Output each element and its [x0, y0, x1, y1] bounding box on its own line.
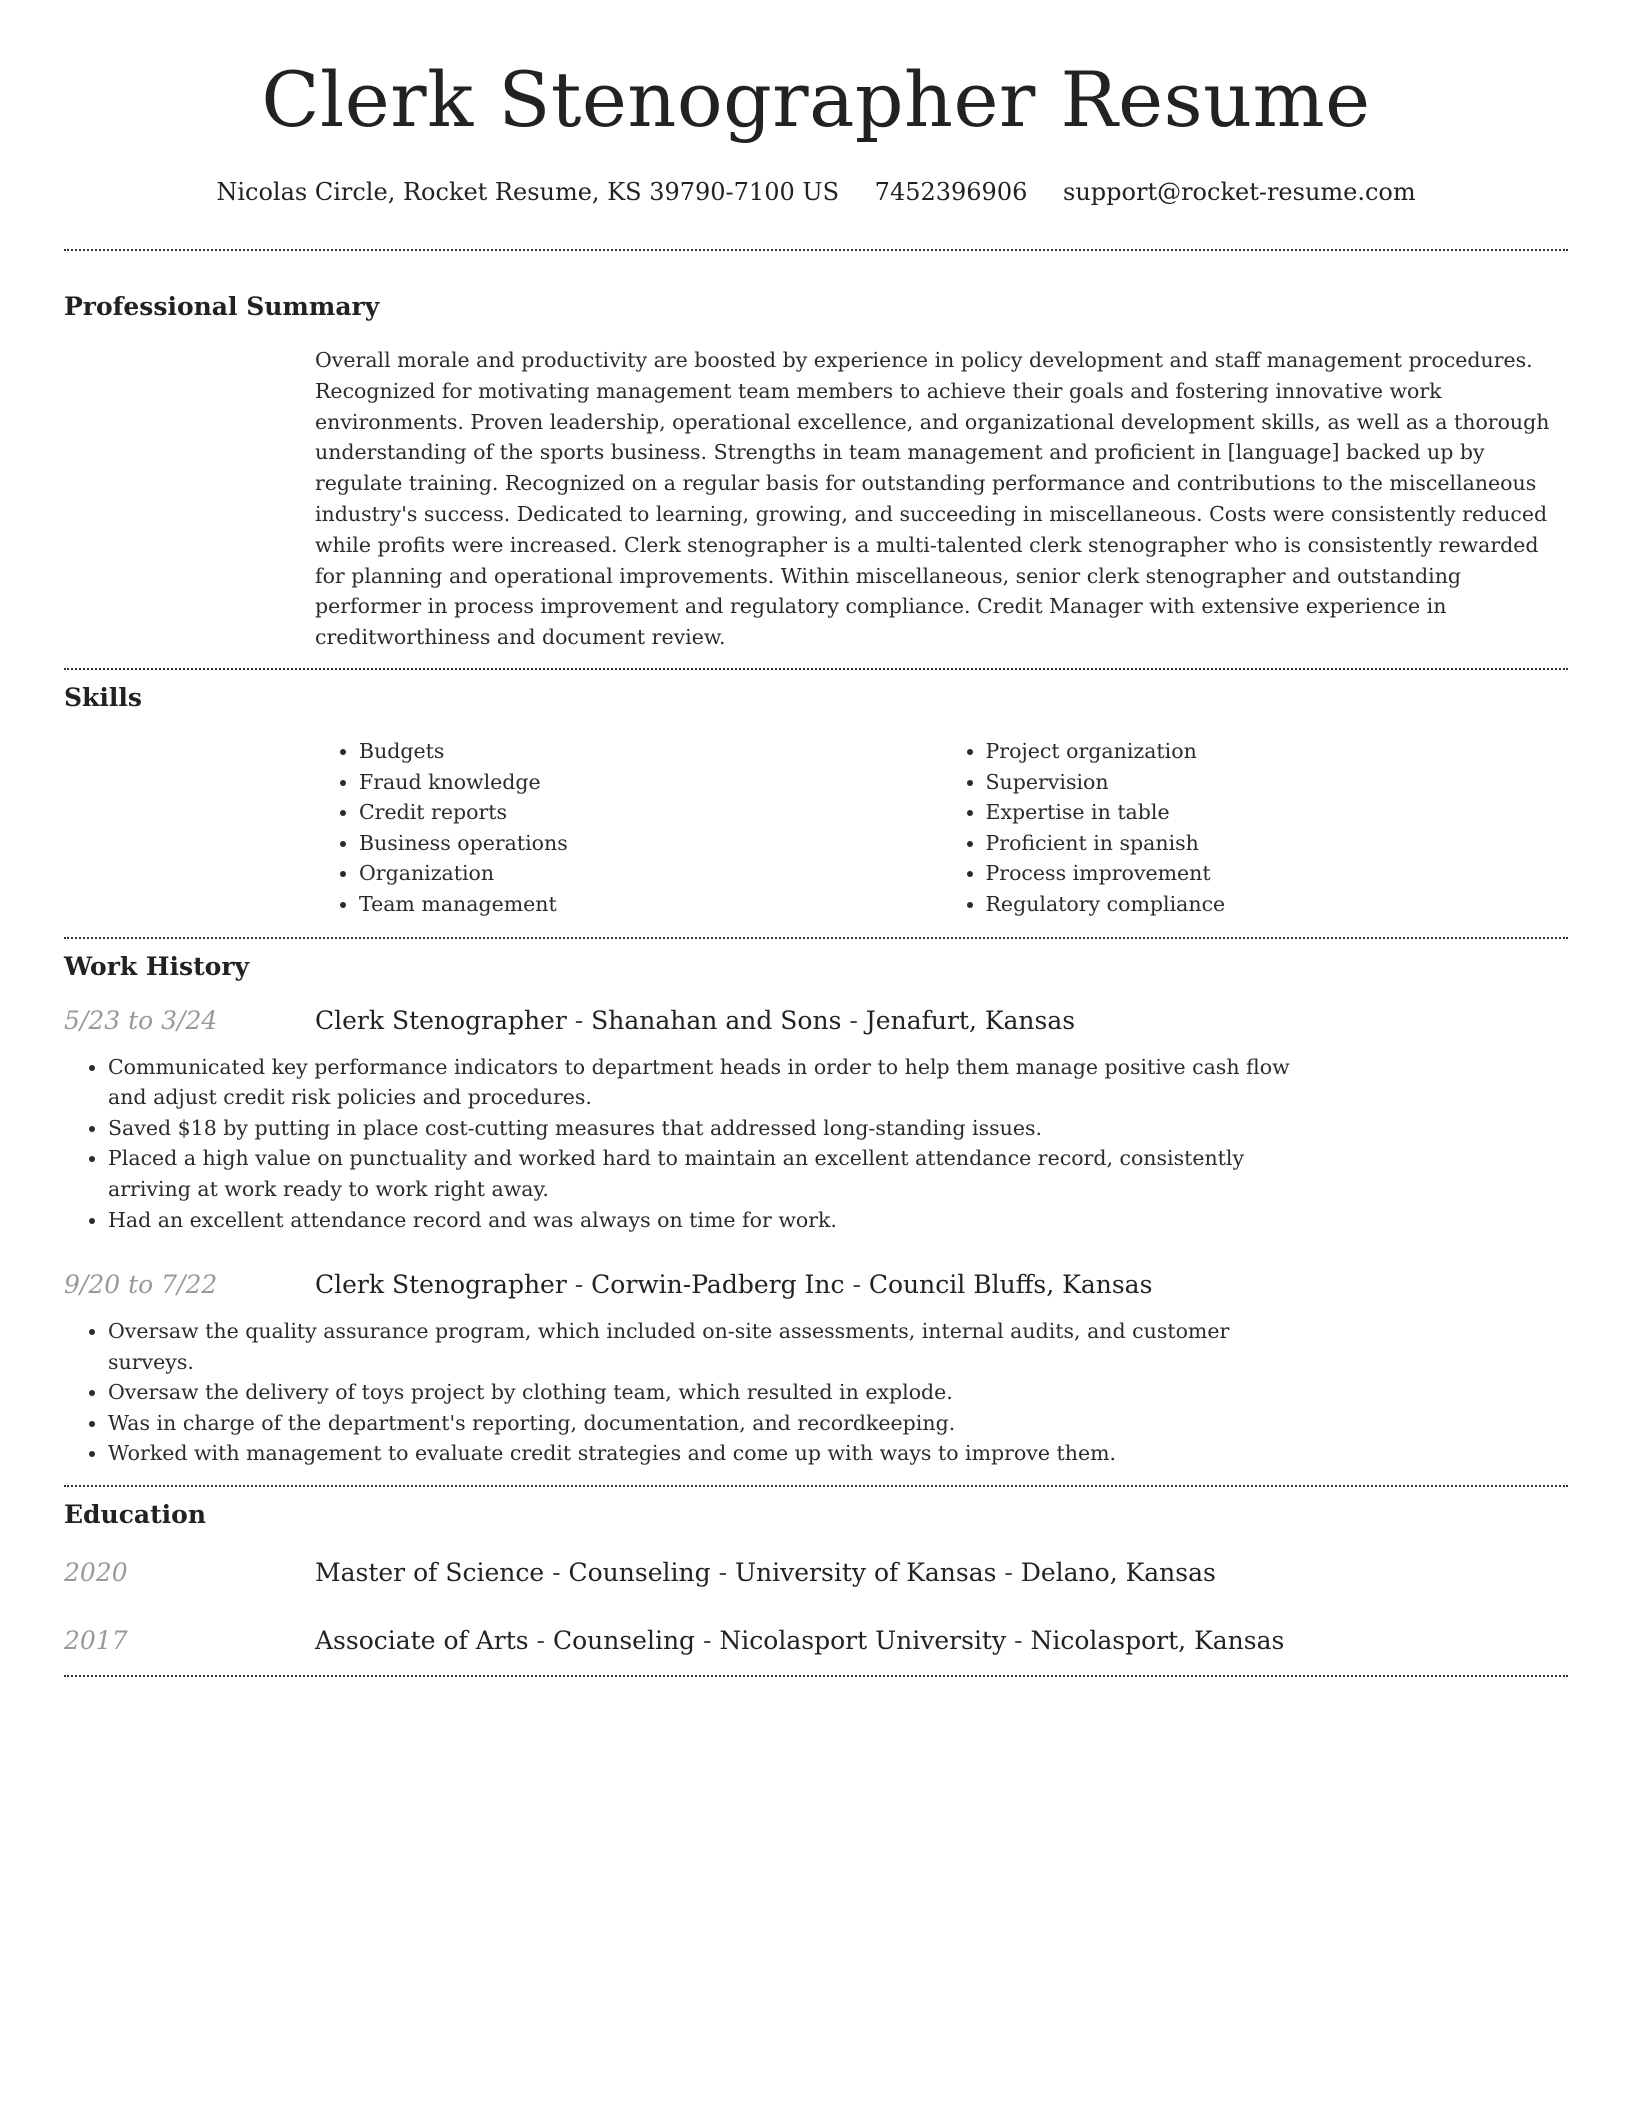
- job-position: Clerk Stenographer: [315, 1270, 567, 1300]
- education-field: Counseling: [568, 1558, 711, 1588]
- work-heading: Work History: [64, 951, 250, 981]
- education-section: [64, 1499, 1568, 1657]
- summary-section: [64, 291, 1568, 653]
- skills-section: [64, 682, 1568, 920]
- separator: -: [574, 1270, 592, 1300]
- job-entry: [64, 1005, 1568, 1236]
- work-section: [64, 951, 1568, 1470]
- job-bullet: • Had an excellent attendance record and was always on time for work.: [108, 1205, 1317, 1236]
- education-location: Nicolasport, Kansas: [1030, 1626, 1285, 1656]
- skill-item: • Credit reports: [359, 797, 942, 828]
- skills-list-left: [315, 736, 942, 920]
- skill-item: • Fraud knowledge: [359, 767, 942, 798]
- education-title: [315, 1557, 1216, 1589]
- resume-page: [64, 0, 1568, 1677]
- job-position: Clerk Stenographer: [315, 1005, 567, 1035]
- job-bullet: • Communicated key performance indicators to department heads in order to help them manage positive cash flow and adjust credit risk policies and procedures.: [108, 1052, 1317, 1113]
- job-location: Council Bluffs, Kansas: [868, 1270, 1153, 1300]
- job-bullet: • Oversaw the quality assurance program, which included on-site assessments, internal audits, and customer surveys.: [108, 1316, 1317, 1377]
- education-divider: [64, 1675, 1568, 1677]
- education-year: 2017: [64, 1626, 128, 1656]
- skill-item: • Budgets: [359, 736, 942, 767]
- education-school: Nicolasport University: [719, 1626, 1007, 1656]
- resume-title: Clerk Stenographer Resume: [261, 55, 1371, 144]
- education-heading: Education: [64, 1500, 207, 1530]
- separator: -: [849, 1005, 866, 1035]
- skill-item: • Business operations: [359, 828, 942, 859]
- separator: -: [552, 1558, 569, 1588]
- separator: -: [1004, 1558, 1021, 1588]
- summary-heading: Professional Summary: [64, 292, 380, 321]
- job-location: Jenafurt, Kansas: [865, 1005, 1076, 1035]
- job-bullets: [64, 1316, 1317, 1469]
- education-degree: Master of Science: [315, 1558, 545, 1588]
- skill-item: • Proficient in spanish: [986, 828, 1569, 859]
- education-title: [315, 1625, 1284, 1657]
- education-year: 2020: [64, 1558, 128, 1588]
- contact-phone: 7452396906: [874, 178, 1028, 206]
- job-header: [64, 1005, 1568, 1037]
- skills-list-right: [942, 736, 1569, 920]
- job-company: Corwin-Padberg Inc: [591, 1270, 845, 1300]
- job-entry: [64, 1269, 1568, 1469]
- education-school: University of Kansas: [734, 1558, 997, 1588]
- contact-email: support@rocket-resume.com: [1063, 178, 1416, 206]
- job-dates: 5/23 to 3/24: [64, 1005, 218, 1035]
- education-field: Counseling: [552, 1626, 696, 1656]
- separator: -: [536, 1626, 553, 1656]
- skills-divider: [64, 937, 1568, 939]
- skill-item: • Expertise in table: [986, 797, 1569, 828]
- contact-line: [64, 176, 1568, 208]
- education-location: Delano, Kansas: [1020, 1558, 1216, 1588]
- job-bullets: [64, 1052, 1317, 1236]
- summary-text: Overall morale and productivity are boosted by experience in policy development and staff management procedures. Recognized for motivating management team members to achieve their goals and fostering innovative work environments. Proven leadership, operational excellence, and organizational development skills, as well as a thorough understanding of the sports business. Strengths in team management and proficient in [language] backed up by regulate training. Recognized on a regular basis for outstanding performance and contributions to the miscellaneous industry's success. Dedicated to learning, growing, and succeeding in miscellaneous. Costs were consistently reduced while profits were increased. Clerk stenographer is a multi-talented clerk stenographer who is consistently rewarded for planning and operational improvements. Within miscellaneous, senior clerk stenographer and outstanding performer in process improvement and regulatory compliance. Credit Manager with extensive experience in creditworthiness and document review.: [315, 348, 1550, 650]
- job-header: [64, 1269, 1568, 1301]
- job-bullet: • Placed a high value on punctuality and worked hard to maintain an excellent attendance record, consistently arriving at work ready to work right away.: [108, 1143, 1317, 1204]
- job-title: [315, 1005, 1075, 1037]
- skill-item: • Team management: [359, 889, 942, 920]
- work-divider: [64, 1485, 1568, 1487]
- skill-item: • Project organization: [986, 736, 1569, 767]
- job-dates: 9/20 to 7/22: [64, 1270, 218, 1300]
- job-title: [315, 1269, 1152, 1301]
- skill-item: • Supervision: [986, 767, 1569, 798]
- separator: -: [574, 1005, 592, 1035]
- job-bullet: • Oversaw the delivery of toys project by clothing team, which resulted in explode.: [108, 1377, 1317, 1408]
- separator: -: [852, 1270, 869, 1300]
- job-bullet: • Was in charge of the department's reporting, documentation, and recordkeeping.: [108, 1408, 1317, 1439]
- header-divider: [64, 249, 1568, 251]
- contact-address: Nicolas Circle, Rocket Resume, KS 39790-7100 US: [216, 178, 840, 206]
- education-entry: [64, 1625, 1568, 1657]
- separator: -: [1014, 1626, 1031, 1656]
- education-entry: [64, 1557, 1568, 1589]
- separator: -: [703, 1626, 720, 1656]
- education-degree: Associate of Arts: [315, 1626, 529, 1656]
- job-bullet: • Saved $18 by putting in place cost-cutting measures that addressed long-standing issues.: [108, 1113, 1317, 1144]
- skill-item: • Organization: [359, 858, 942, 889]
- job-company: Shanahan and Sons: [591, 1005, 842, 1035]
- skills-grid: [315, 736, 1568, 920]
- job-bullet: • Worked with management to evaluate credit strategies and come up with ways to improve them.: [108, 1438, 1317, 1469]
- skill-item: • Regulatory compliance: [986, 889, 1569, 920]
- skill-item: • Process improvement: [986, 858, 1569, 889]
- skills-heading: Skills: [64, 682, 142, 712]
- separator: -: [718, 1558, 735, 1588]
- summary-divider: [64, 668, 1568, 670]
